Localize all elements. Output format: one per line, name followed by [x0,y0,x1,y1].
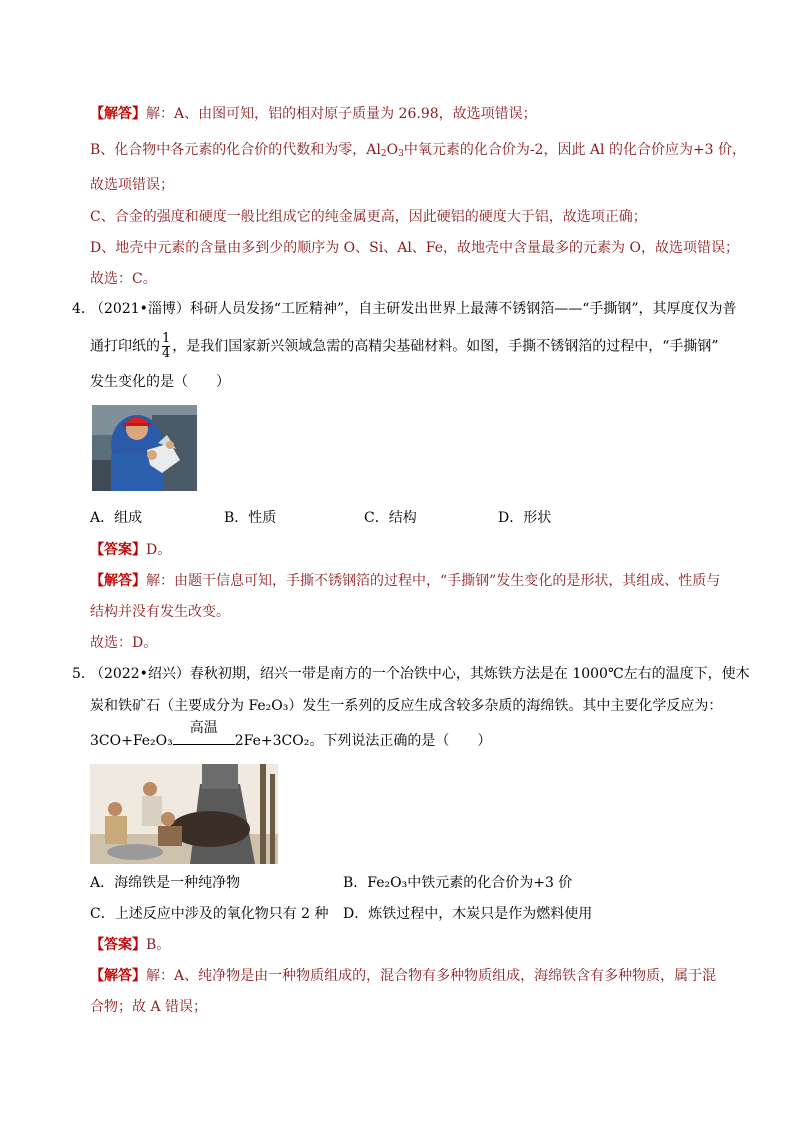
prev-solution-line-d: D、地壳中元素的含量由多到少的顺序为 O、Si、Al、Fe，故地壳中含量最多的元素为 O，故选项错误； [90,240,739,256]
reaction-condition: 高温 [173,734,235,745]
option-c: C．结构 [364,510,417,526]
option-b: B．性质 [224,510,277,526]
question-4-solution-line1: 【解答】解：由题干信息可知，手撕不锈钢箔的过程中，“手撕钢”发生变化的是形状，其组成、性质与 [90,573,721,589]
question-5-answer: 【答案】B。 [90,937,171,953]
photo-ancient-smelting [90,764,278,864]
question-5-number: 5． [72,666,95,682]
option-c: C．上述反应中涉及的氧化物只有 2 种 [90,906,329,922]
question-4-line1: （2021•淄博）科研人员发扬“工匠精神”，自主研发出世界上最薄不锈钢箔——“手撕钢”，其厚度仅为普 [90,301,737,317]
question-5-line2: 炭和铁矿石（主要成分为 Fe₂O₃）发生一系列的反应生成含较多杂质的海绵铁。其中主要化学反应为： [90,698,723,714]
option-d: D．形状 [498,510,552,526]
prev-solution-line-b1: B、化合物中各元素的化合价的代数和为零，$Al_2O_3$中氧元素的化合价为-2，因此 Al 的化合价应为+3 价， [90,142,747,159]
question-4-number: 4． [72,301,95,317]
question-5-equation: 3CO+Fe₂O₃ 高温 2Fe+3CO₂。下列说法正确的是（ ） [90,720,492,749]
question-4-solution-line2: 结构并没有发生改变。 [90,604,230,620]
solution-tag: 【解答】 [90,106,146,122]
prev-solution-line-a: 【解答】解：A、由图可知，铝的相对原子质量为 26.98，故选项错误； [90,106,537,122]
question-4-conclusion: 故选：D。 [90,635,158,651]
option-a: A．海绵铁是一种纯净物 [90,875,241,891]
prev-solution-line-c: C、合金的强度和硬度一般比组成它的纯金属更高，因此硬铝的硬度大于铝，故选项正确； [90,209,647,225]
photo-worker-tearing-steel [92,405,197,491]
question-4-answer: 【答案】D。 [90,542,172,558]
option-d: D．炼铁过程中，木炭只是作为燃料使用 [343,906,593,922]
prev-conclusion: 故选：C。 [90,271,157,287]
option-a: A．组成 [90,510,143,526]
question-4-line2: 通打印纸的 $\frac{1}{4}$ ，是我们国家新兴领域急需的高精尖基础材料。如图，手撕不锈钢箔的过程中，“手撕钢” [90,331,719,361]
prev-solution-line-b2: 故选项错误； [90,177,174,193]
option-b: B．Fe₂O₃中铁元素的化合价为+3 价 [343,875,573,891]
question-5-solution-line2: 合物；故 A 错误； [90,999,208,1015]
fraction: $\frac{1}{4}$ [162,331,171,361]
question-4-line3: 发生变化的是（ ） [90,374,230,390]
question-5-solution-line1: 【解答】解：A、纯净物是由一种物质组成的，混合物有多种物质组成，海绵铁含有多种物质，属于混 [90,968,717,984]
question-5-line1: （2022•绍兴）春秋初期，绍兴一带是南方的一个冶铁中心，其炼铁方法是在 1000℃左右的温度下，使木 [90,666,750,682]
